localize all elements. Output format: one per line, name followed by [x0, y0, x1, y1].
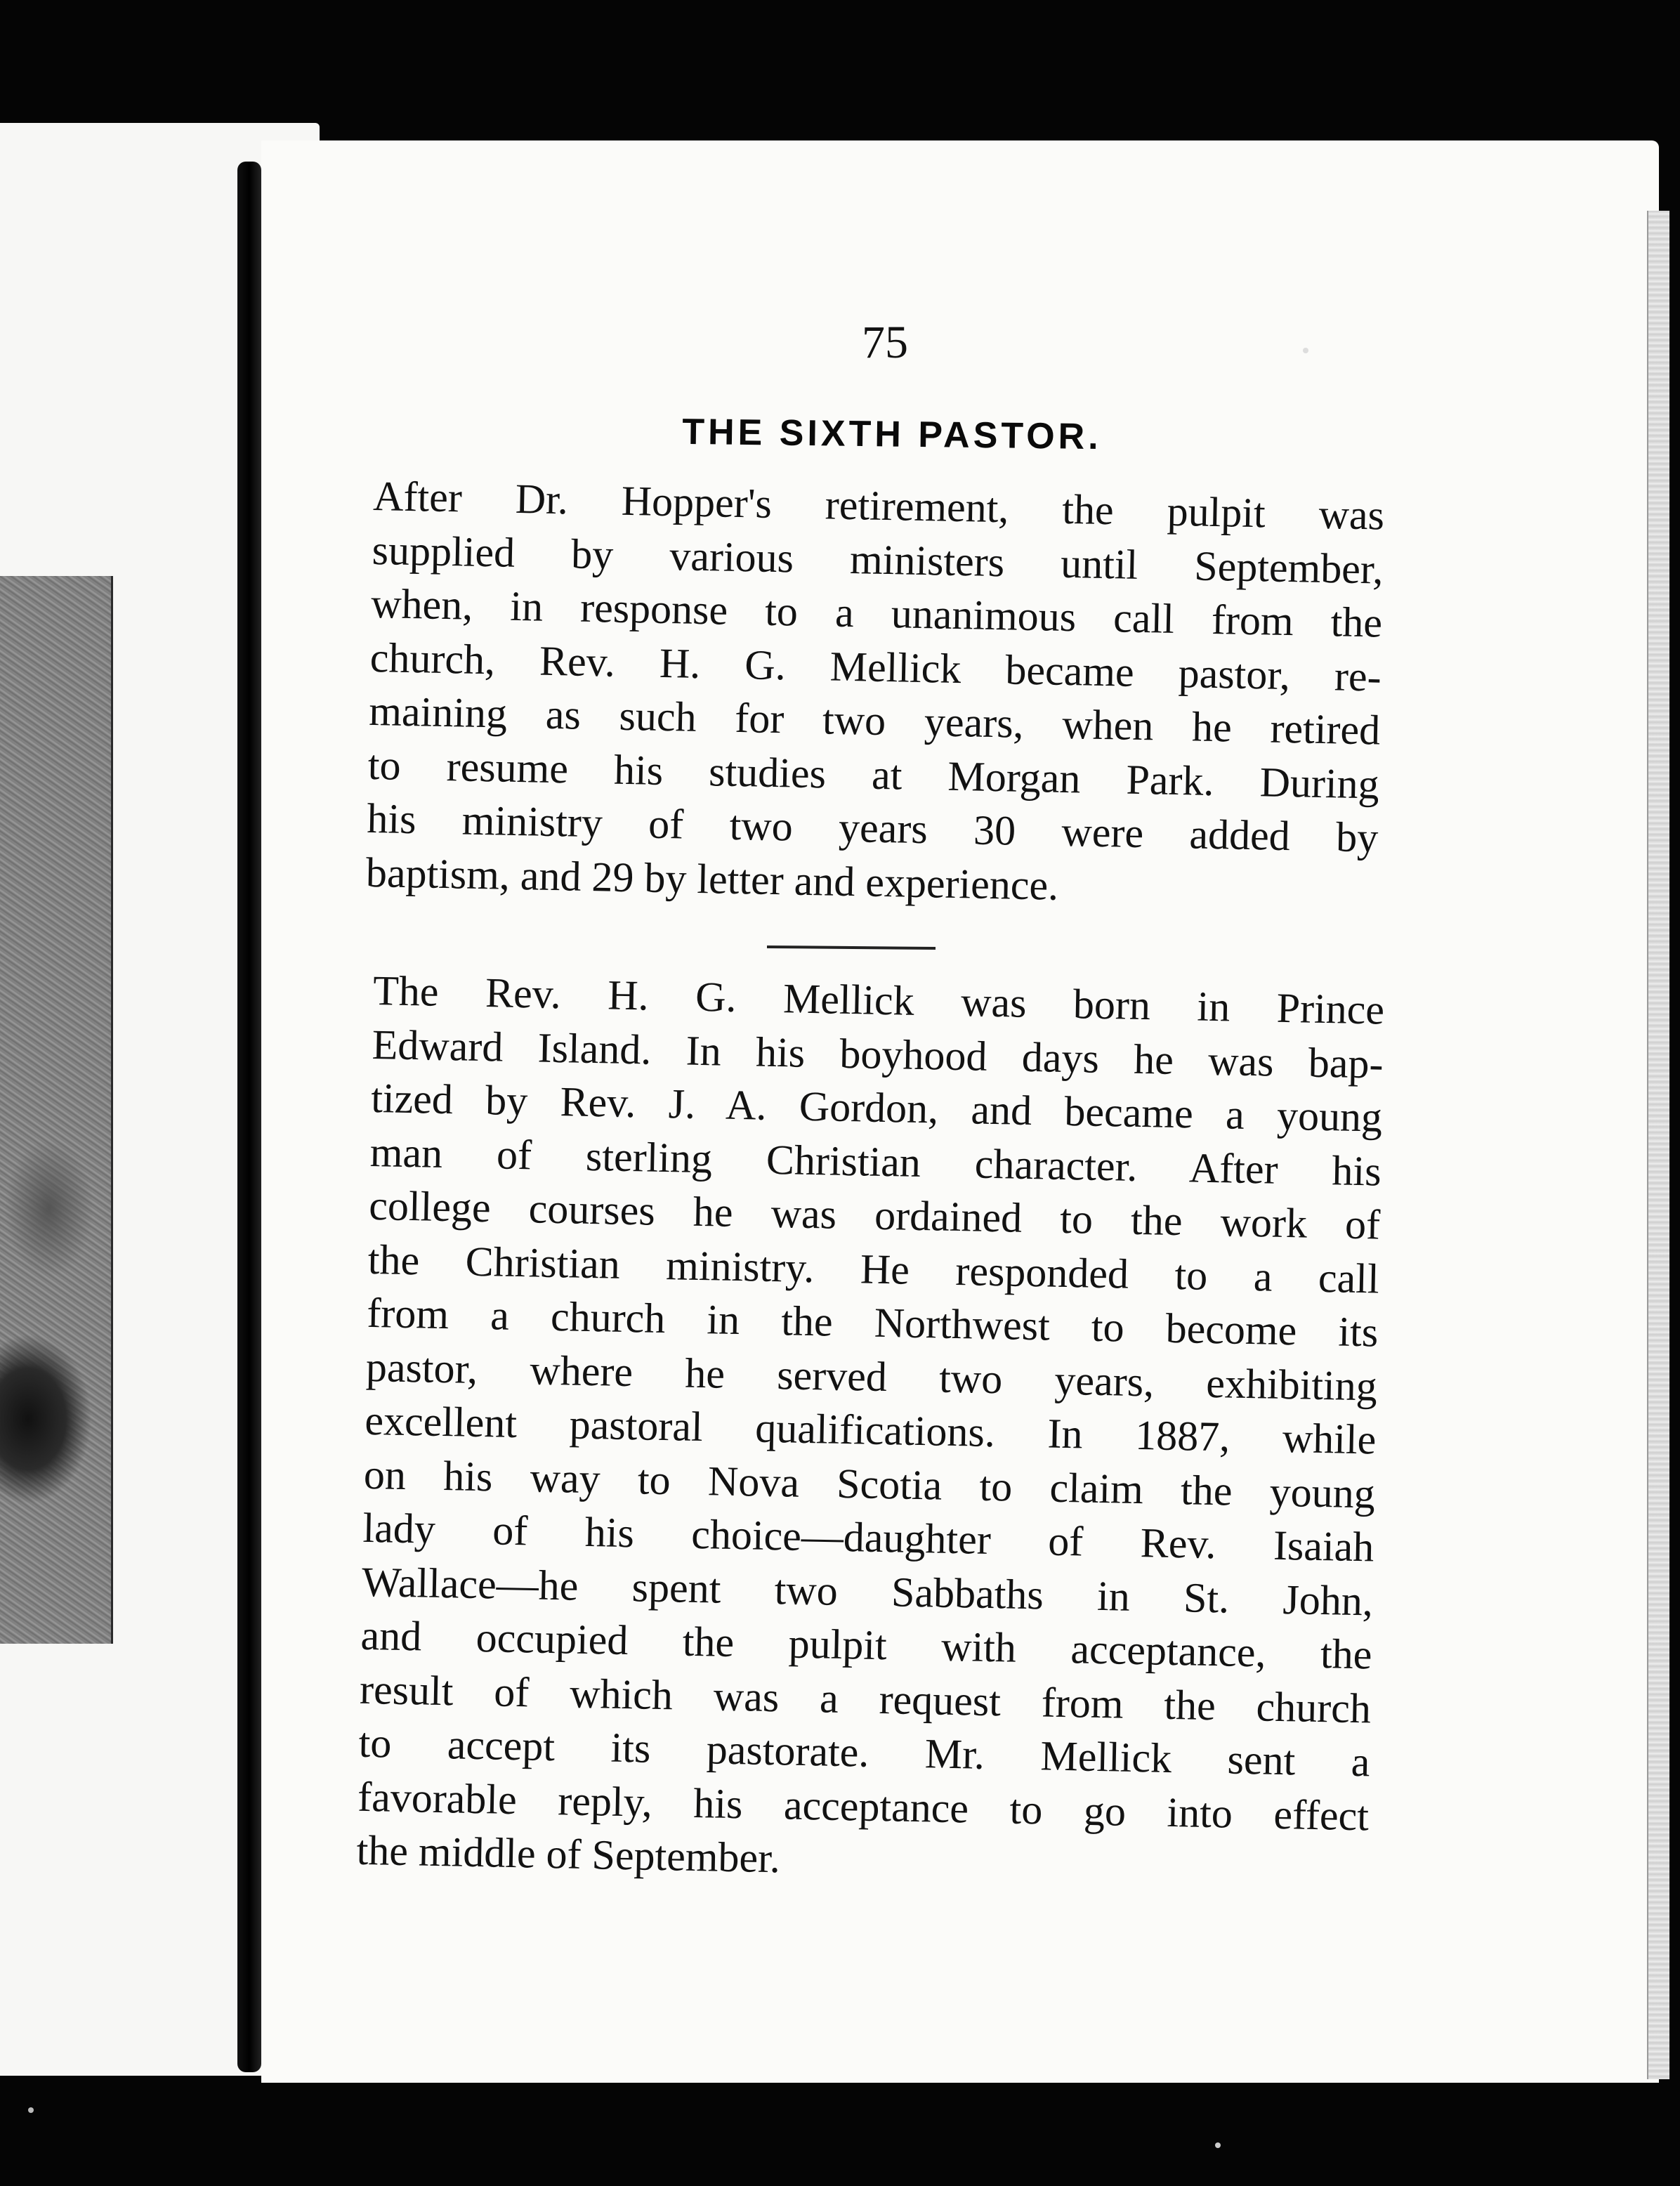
text-line: the Christian ministry. He responded to a call: [367, 1236, 1380, 1302]
text-line: Edward Island. In his boyhood days he was bap-: [372, 1021, 1384, 1087]
text-line: The Rev. H. G. Mellick was born in Prince: [372, 967, 1385, 1033]
text-line: man of sterling Christian character. After his: [369, 1128, 1382, 1195]
text-line: the middle of September.: [356, 1826, 781, 1882]
text-line: to accept its pastorate. Mr. Mellick sent a: [358, 1719, 1371, 1786]
text-line: from a church in the Northwest to become its: [366, 1289, 1379, 1356]
text-line: excellent pastoral qualifications. In 1887, while: [364, 1396, 1377, 1463]
text-line: result of which was a request from the church: [359, 1665, 1372, 1732]
paragraph-pastor-summary: [365, 469, 1384, 919]
text-line: tized by Rev. J. A. Gordon, and became a young: [370, 1074, 1383, 1141]
text-line: pastor, where he served two years, exhibiting: [365, 1343, 1378, 1410]
text-line: favorable reply, his acceptance to go into effect: [357, 1773, 1370, 1839]
text-line: maining as such for two years, when he retired: [368, 687, 1381, 754]
text-line: lady of his choice—daughter of Rev. Isaiah: [362, 1504, 1374, 1571]
text-line: baptism, and 29 by letter and experience.: [365, 849, 1059, 909]
text-line: After Dr. Hopper's retirement, the pulpit was: [372, 472, 1385, 539]
dust-speck: [1215, 2142, 1221, 2148]
paragraph-biography: [356, 964, 1385, 1897]
page-edge: [1647, 211, 1669, 2079]
dust-speck: [1303, 348, 1308, 353]
text-line: on his way to Nova Scotia to claim the young: [363, 1451, 1376, 1517]
text-line: to resume his studies at Morgan Park. During: [367, 741, 1380, 808]
dust-speck: [28, 2107, 34, 2113]
book-spine: [237, 162, 261, 2072]
chapter-title: THE SIXTH PASTOR.: [681, 411, 1102, 458]
portrait-photo-edge: [0, 576, 113, 1644]
page-number: 75: [862, 317, 908, 368]
text-line: church, Rev. H. G. Mellick became pastor, re-: [369, 634, 1382, 700]
text-line: supplied by various ministers until September,: [372, 526, 1384, 593]
text-line: and occupied the pulpit with acceptance, the: [360, 1611, 1373, 1678]
text-line: Wallace—he spent two Sabbaths in St. John,: [361, 1558, 1374, 1624]
text-line: college courses he was ordained to the work of: [368, 1182, 1381, 1248]
text-line: his ministry of two years 30 were added by: [366, 794, 1379, 861]
text-line: when, in response to a unanimous call from the: [370, 580, 1383, 646]
